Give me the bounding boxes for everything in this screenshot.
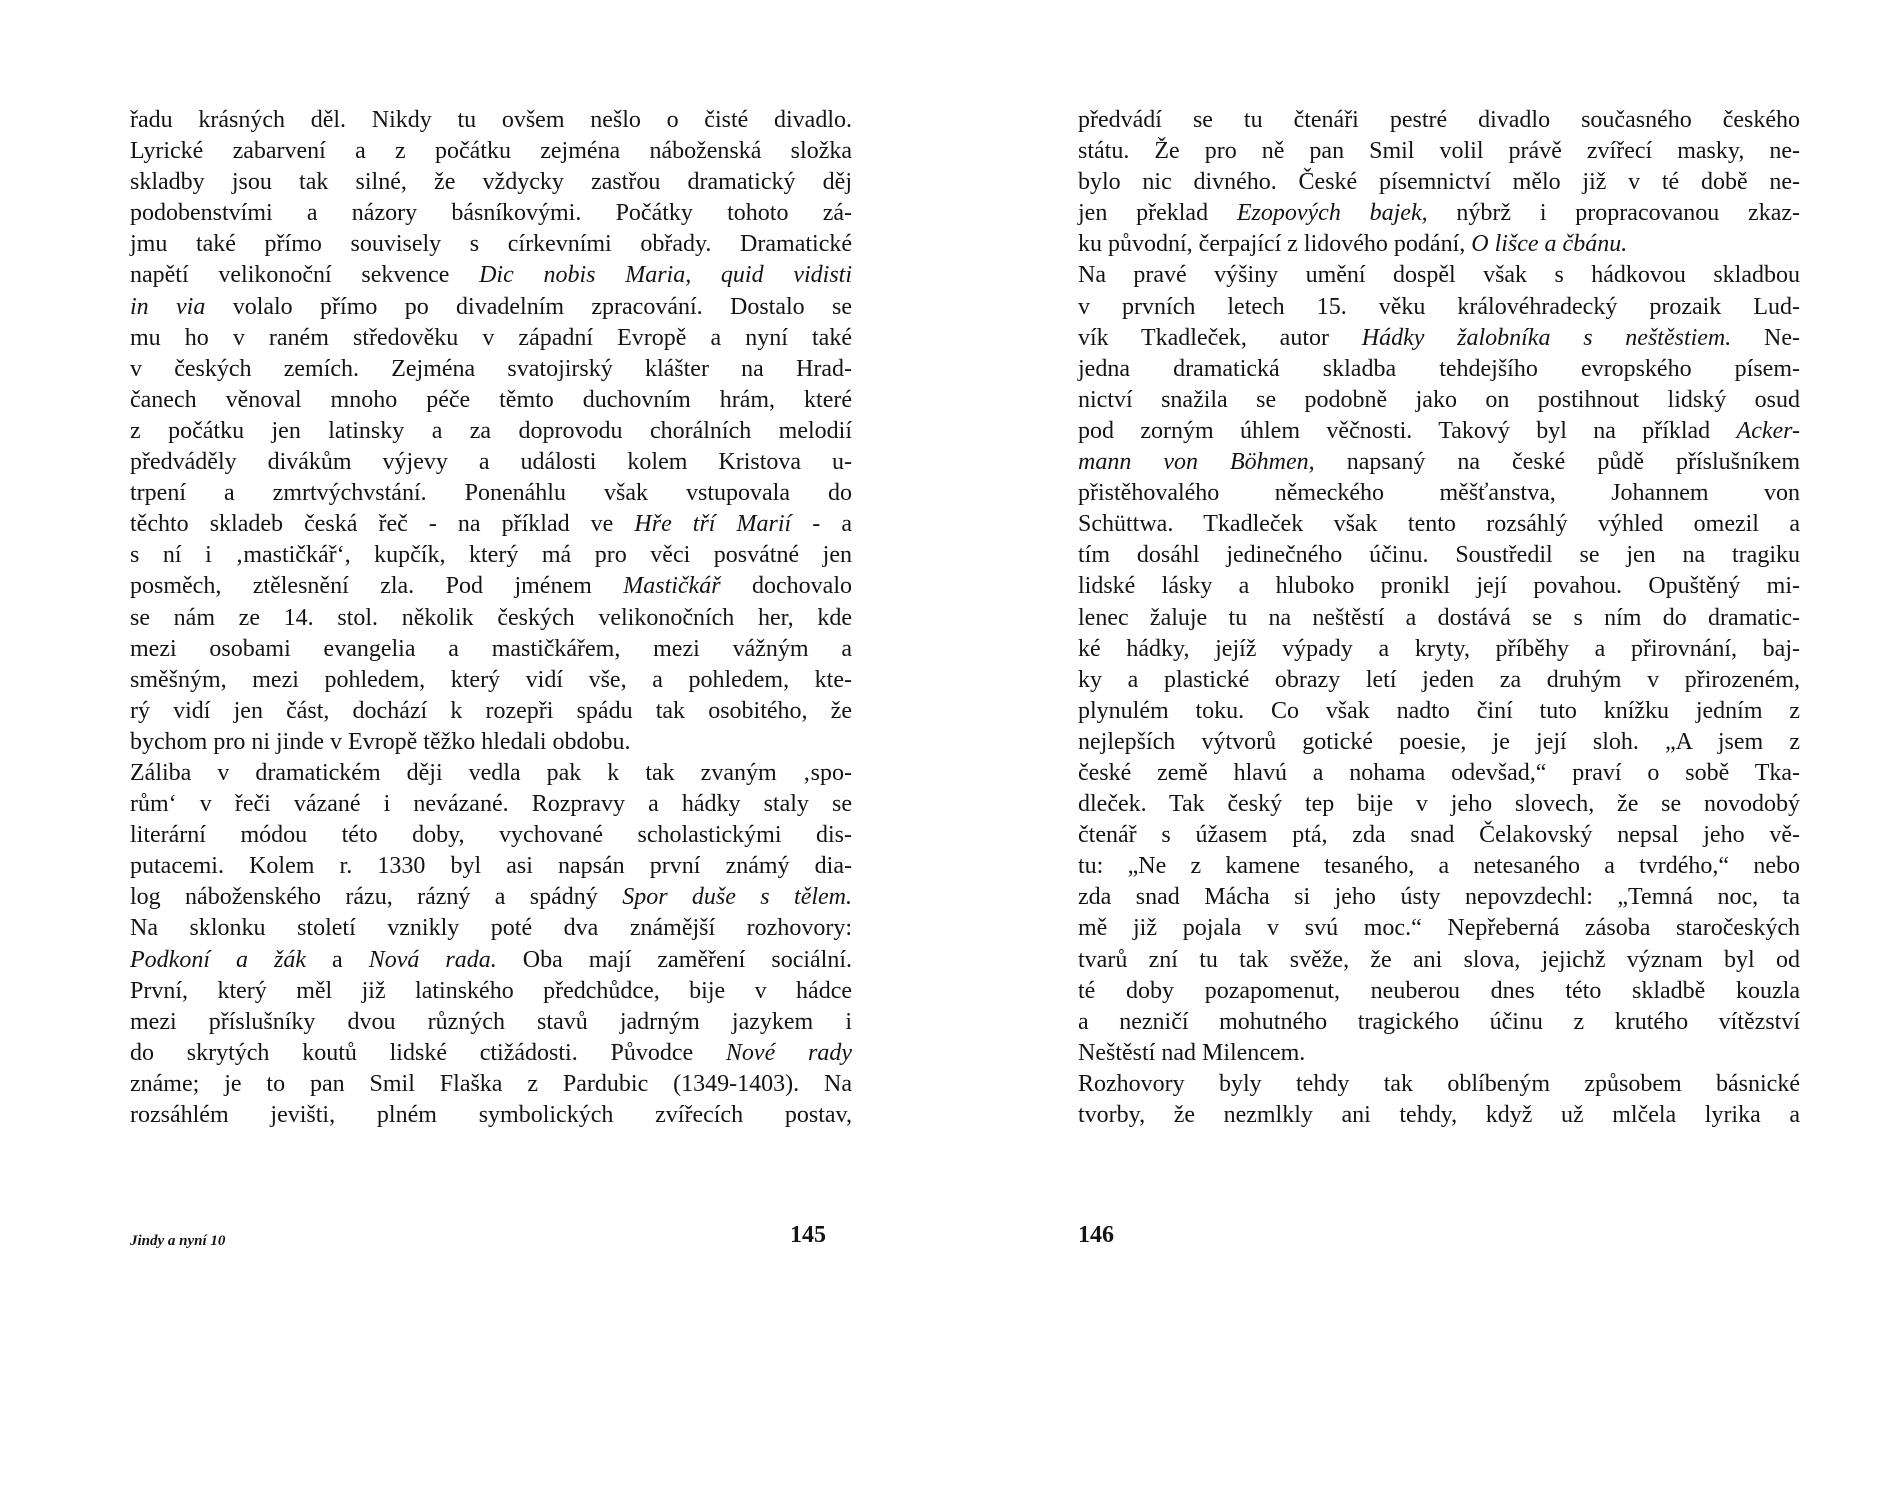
- text-line: lenec žaluje tu na neštěstí a dostává se s ním do dramatic-: [1078, 604, 1800, 631]
- text-line: jmu také přímo souvisely s církevními obřady. Dramatické: [130, 231, 852, 258]
- text-line: První, který měl již latinského předchůdce, bije v hádce: [130, 977, 852, 1004]
- text-line: trpení a zmrtvýchvstání. Ponenáhlu však vstupovala do: [130, 480, 852, 507]
- text-line: skladby jsou tak silné, že vždycky zastřou dramatický děj: [130, 169, 852, 196]
- right-page-number: 146: [1078, 1222, 1114, 1248]
- text-line: se nám ze 14. stol. několik českých velikonočních her, kde: [130, 604, 852, 631]
- text-line: mezi osobami evangelia a mastičkářem, mezi vážným a: [130, 635, 852, 662]
- text-line: napětí velikonoční sekvence Dic nobis Maria, quid vidisti: [130, 262, 852, 289]
- text-line: bylo nic divného. České písemnictví mělo již v té době ne-: [1078, 169, 1800, 196]
- text-line: známe; je to pan Smil Flaška z Pardubic (1349-1403). Na: [130, 1070, 852, 1097]
- text-line: směšným, mezi pohledem, který vidí vše, a pohledem, kte-: [130, 666, 852, 693]
- text-line: rozsáhlém jevišti, plném symbolických zvířecích postav,: [130, 1102, 852, 1128]
- text-line: podobenstvími a názory básníkovými. Počátky tohoto zá-: [130, 200, 852, 227]
- right-page-text: [1078, 105, 1800, 1131]
- text-line: v českých zemích. Zejména svatojirský klášter na Hrad-: [130, 355, 852, 382]
- text-line: Neštěstí nad Milencem.: [1078, 1039, 1306, 1066]
- text-line: Lyrické zabarvení a z počátku zejména náboženská složka: [130, 138, 852, 165]
- text-line: jen překlad Ezopových bajek, nýbrž i propracovanou zkaz-: [1078, 200, 1800, 227]
- text-line: těchto skladeb česká řeč - na příklad ve Hře tří Marií - a: [130, 511, 852, 538]
- text-line: do skrytých koutů lidské ctižádosti. Původce Nové rady: [130, 1039, 852, 1066]
- text-line: mezi příslušníky dvou různých stavů jadrným jazykem i: [130, 1008, 852, 1035]
- text-line: Schüttwa. Tkadleček však tento rozsáhlý výhled omezil a: [1078, 511, 1800, 538]
- text-line: mě již pojala v svú moc.“ Nepřeberná zásoba staročeských: [1078, 915, 1800, 942]
- text-line: mann von Böhmen, napsaný na české půdě příslušníkem: [1078, 449, 1800, 476]
- text-line: české země hlavú a nohama odevšad,“ praví o sobě Tka-: [1078, 759, 1800, 786]
- footer-signature: Jindy a nyní 10: [130, 1233, 226, 1249]
- text-line: rům‘ v řeči vázané i nevázané. Rozpravy a hádky staly se: [130, 791, 852, 818]
- text-line: té doby pozapomenut, neuberou dnes této skladbě kouzla: [1078, 977, 1800, 1004]
- text-line: rý vidí jen část, dochází k rozepři spádu tak osobitého, že: [130, 697, 852, 724]
- text-line: přistěhovalého německého měšťanstva, Johannem von: [1078, 480, 1800, 507]
- text-line: ky a plastické obrazy letí jeden za druhým v přirozeném,: [1078, 666, 1800, 693]
- text-line: Rozhovory byly tehdy tak oblíbeným způsobem básnické: [1078, 1070, 1800, 1097]
- text-line: putacemi. Kolem r. 1330 byl asi napsán první známý dia-: [130, 853, 852, 880]
- text-line: a nezničí mohutného tragického účinu z krutého vítězství: [1078, 1008, 1800, 1035]
- text-line: mu ho v raném středověku v západní Evropě a nyní také: [130, 324, 852, 351]
- text-line: předvádí se tu čtenáři pestré divadlo současného českého: [1078, 107, 1800, 133]
- text-line: Záliba v dramatickém ději vedla pak k tak zvaným ‚spo-: [130, 759, 852, 786]
- text-line: pod zorným úhlem věčnosti. Takový byl na příklad Acker-: [1078, 417, 1800, 444]
- text-line: tím dosáhl jedinečného účinu. Soustředil se jen na tragiku: [1078, 542, 1800, 569]
- text-line: předváděly divákům výjevy a události kolem Kristova u-: [130, 449, 852, 476]
- text-line: nejlepších výtvorů gotické poesie, je její sloh. „A jsem z: [1078, 728, 1800, 755]
- text-line: ku původní, čerpající z lidového podání, O lišce a čbánu.: [1078, 231, 1628, 258]
- text-line: Podkoní a žák a Nová rada. Oba mají zaměření sociální.: [130, 946, 853, 973]
- left-page-text: [130, 105, 852, 1131]
- text-line: Na pravé výšiny umění dospěl však s hádkovou skladbou: [1078, 262, 1800, 289]
- text-line: tvarů zní tu tak svěže, že ani slova, jejichž význam byl od: [1078, 946, 1800, 973]
- text-line: čtenář s úžasem ptá, zda snad Čelakovský nepsal jeho vě-: [1078, 822, 1800, 849]
- text-line: tvorby, že nezmlkly ani tehdy, když už mlčela lyrika a: [1078, 1102, 1800, 1128]
- text-line: dleček. Tak český tep bije v jeho slovech, že se novodobý: [1078, 791, 1800, 818]
- text-line: tu: „Ne z kamene tesaného, a netesaného a tvrdého,“ nebo: [1078, 853, 1800, 880]
- text-line: nictví snažila se podobně jako on postihnout lidský osud: [1078, 386, 1800, 413]
- text-line: jedna dramatická skladba tehdejšího evropského písem-: [1078, 355, 1800, 382]
- text-line: literární módou této doby, vychované scholastickými dis-: [130, 822, 852, 849]
- text-line: zda snad Mácha si jeho ústy nepovzdechl: „Temná noc, ta: [1078, 884, 1800, 911]
- left-page-number: 145: [790, 1222, 826, 1248]
- text-line: Na sklonku století vznikly poté dva známější rozhovory:: [130, 915, 852, 942]
- text-line: řadu krásných děl. Nikdy tu ovšem nešlo o čisté divadlo.: [130, 107, 852, 133]
- text-line: s ní i ‚mastičkář‘, kupčík, který má pro věci posvátné jen: [130, 542, 852, 569]
- text-line: čanech věnoval mnoho péče těmto duchovním hrám, které: [130, 386, 852, 413]
- text-line: v prvních letech 15. věku královéhradecký prozaik Lud-: [1078, 293, 1800, 320]
- text-line: posměch, ztělesnění zla. Pod jménem Mastičkář dochovalo: [130, 573, 852, 600]
- text-line: in via volalo přímo po divadelním zpracování. Dostalo se: [130, 293, 852, 320]
- text-line: vík Tkadleček, autor Hádky žalobníka s neštěstiem. Ne-: [1078, 324, 1800, 351]
- text-line: státu. Že pro ně pan Smil volil právě zvířecí masky, ne-: [1078, 138, 1800, 165]
- text-line: z počátku jen latinsky a za doprovodu chorálních melodií: [130, 417, 852, 444]
- text-line: bychom pro ni jinde v Evropě těžko hledali obdobu.: [130, 728, 631, 755]
- text-line: ké hádky, jejíž výpady a kryty, příběhy a přirovnání, baj-: [1078, 635, 1800, 662]
- text-line: lidské lásky a hluboko pronikl její povahou. Opuštěný mi-: [1078, 573, 1800, 600]
- text-line: log náboženského rázu, rázný a spádný Spor duše s tělem.: [130, 884, 852, 911]
- text-line: plynulém toku. Co však nadto činí tuto knížku jedním z: [1078, 697, 1800, 724]
